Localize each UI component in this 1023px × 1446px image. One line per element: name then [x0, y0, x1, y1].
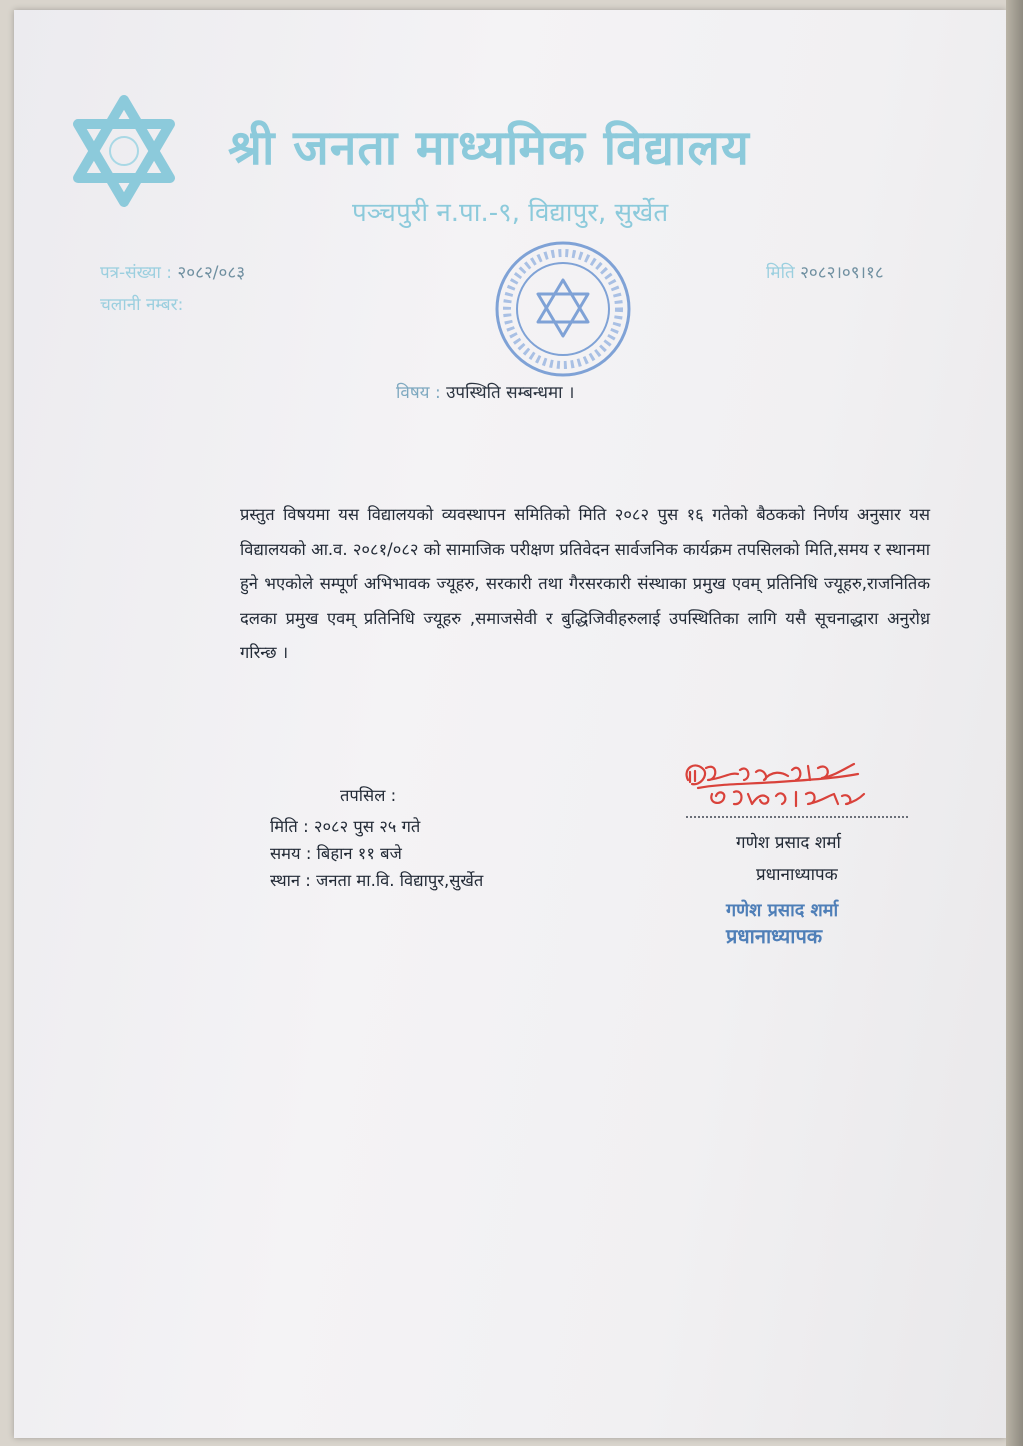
letter-date-label: मिति — [766, 263, 795, 283]
subject-line — [396, 380, 574, 403]
letter-number — [100, 260, 245, 283]
dispatch-number-label: चलानी नम्बर: — [100, 295, 184, 315]
letter-date — [766, 260, 884, 283]
school-name: श्री जनता माध्यमिक विद्यालय — [228, 120, 750, 176]
signatory-title: प्रधानाध्यापक — [756, 865, 838, 885]
details-place: स्थान : जनता मा.वि. विद्यापुर,सुर्खेत — [270, 871, 484, 890]
details-time: समय : बिहान ११ बजे — [270, 844, 402, 863]
star-of-david-logo-icon — [70, 92, 178, 210]
body-paragraph: प्रस्तुत विषयमा यस विद्यालयको व्यवस्थापन समितिको मिति २०८२ पुस १६ गतेको बैठकको निर्णय अनुसार यस विद्यालयको आ.व. २०८१/०८२ को सामाजिक परीक्षण प्रतिवेदन सार्वजनिक कार्यक्रम तपसिलको मिति,समय र स्थानमा हुने भएकोले सम्पूर्ण अभिभावक ज्यूहरु, सरकारी तथा गैरसरकारी संस्थाका प्रमुख एवम् प्रतिनिधि ज्यूहरु,राजनितिक दलका प्रमुख एवम् प्रतिनिधि ज्यूहरु ,समाजसेवी र बुद्धिजिवीहरुलाई उपस्थितिका लागि यसै सूचनाद्धारा अनुरोध्र गरिन्छ । — [240, 505, 930, 662]
school-seal-icon — [492, 238, 634, 380]
signature-line — [686, 816, 908, 818]
letter-number-label: पत्र-संख्या : — [100, 263, 173, 283]
details-date: मिति : २०८२ पुस २५ गते — [270, 817, 421, 836]
school-address: पञ्चपुरी न.पा.-९, विद्यापुर, सुर्खेत — [352, 198, 669, 228]
handwritten-signature — [678, 758, 898, 818]
subject-text: उपस्थिति सम्बन्धमा । — [446, 383, 575, 403]
subject-label: विषय : — [396, 383, 441, 403]
name-stamp-name: गणेश प्रसाद शर्मा — [726, 900, 839, 921]
letter-paper — [14, 10, 1006, 1438]
details-heading: तपसिल : — [340, 786, 397, 805]
background-edge — [1006, 0, 1023, 1446]
name-stamp-title: प्रधानाध्यापक — [726, 924, 823, 948]
letter-date-value: २०८२।०९।१८ — [800, 263, 884, 283]
details-section — [270, 782, 483, 894]
signatory-name: गणेश प्रसाद शर्मा — [736, 833, 841, 853]
letter-number-value: २०८२/०८३ — [177, 263, 246, 283]
